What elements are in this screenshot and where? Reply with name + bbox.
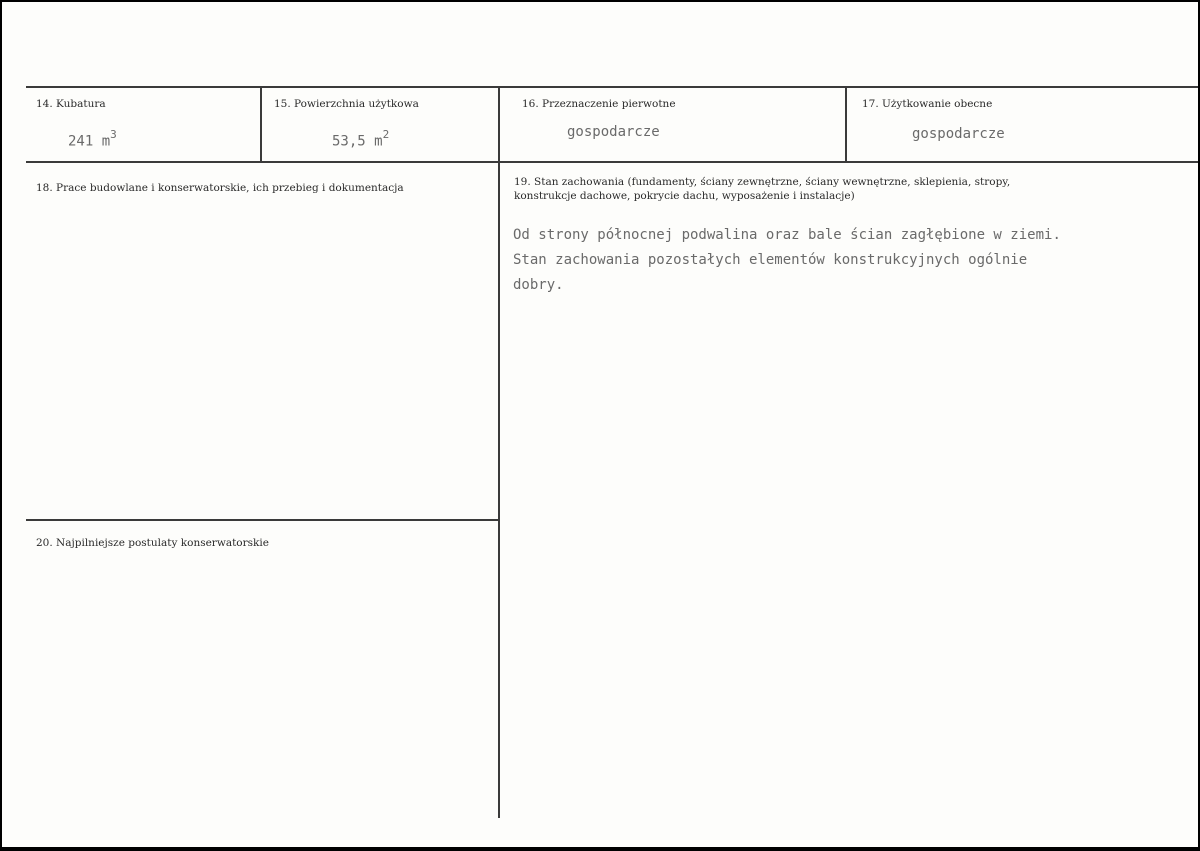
field-14-value	[68, 130, 117, 150]
field-15-value	[332, 130, 389, 150]
field-14-label: 14. Kubatura	[36, 98, 106, 110]
field-19-text-line: Stan zachowania pozostałych elementów konstrukcyjnych ogólnie	[513, 252, 1028, 268]
field-16-value: gospodarcze	[567, 124, 660, 140]
top-border-line	[26, 86, 1198, 88]
field-19-label-line2: konstrukcje dachowe, pokrycie dachu, wyposażenie i instalacje)	[514, 190, 855, 202]
field-15-label: 15. Powierzchnia użytkowa	[274, 98, 419, 110]
field-17-label: 17. Użytkowanie obecne	[862, 98, 993, 110]
field-17-value: gospodarcze	[912, 126, 1005, 142]
field-19-text-line: Od strony północnej podwalina oraz bale ścian zagłębione w ziemi.	[513, 227, 1061, 243]
main-column-divider	[498, 86, 500, 818]
field-19-label-line1: 19. Stan zachowania (fundamenty, ściany zewnętrzne, ściany wewnętrzne, sklepienia, stropy,	[514, 176, 1011, 188]
field-16-label: 16. Przeznaczenie pierwotne	[522, 98, 676, 110]
field-18-label: 18. Prace budowlane i konserwatorskie, ich przebieg i dokumentacja	[36, 182, 404, 194]
divider-16-17	[845, 86, 847, 163]
field-15-unit-exponent: 2	[382, 128, 390, 141]
row-divider-line	[26, 161, 1198, 163]
record-card-sheet	[2, 2, 1198, 847]
field-14-value-text: 241 m	[68, 133, 111, 150]
field-20-label: 20. Najpilniejsze postulaty konserwatorskie	[36, 537, 269, 549]
left-column-divider-line	[26, 519, 500, 521]
divider-14-15	[260, 86, 262, 163]
field-19-text-line: dobry.	[513, 277, 564, 293]
field-14-unit-exponent: 3	[110, 128, 117, 141]
field-19-text	[513, 223, 1061, 298]
field-15-value-text: 53,5 m	[332, 133, 383, 150]
